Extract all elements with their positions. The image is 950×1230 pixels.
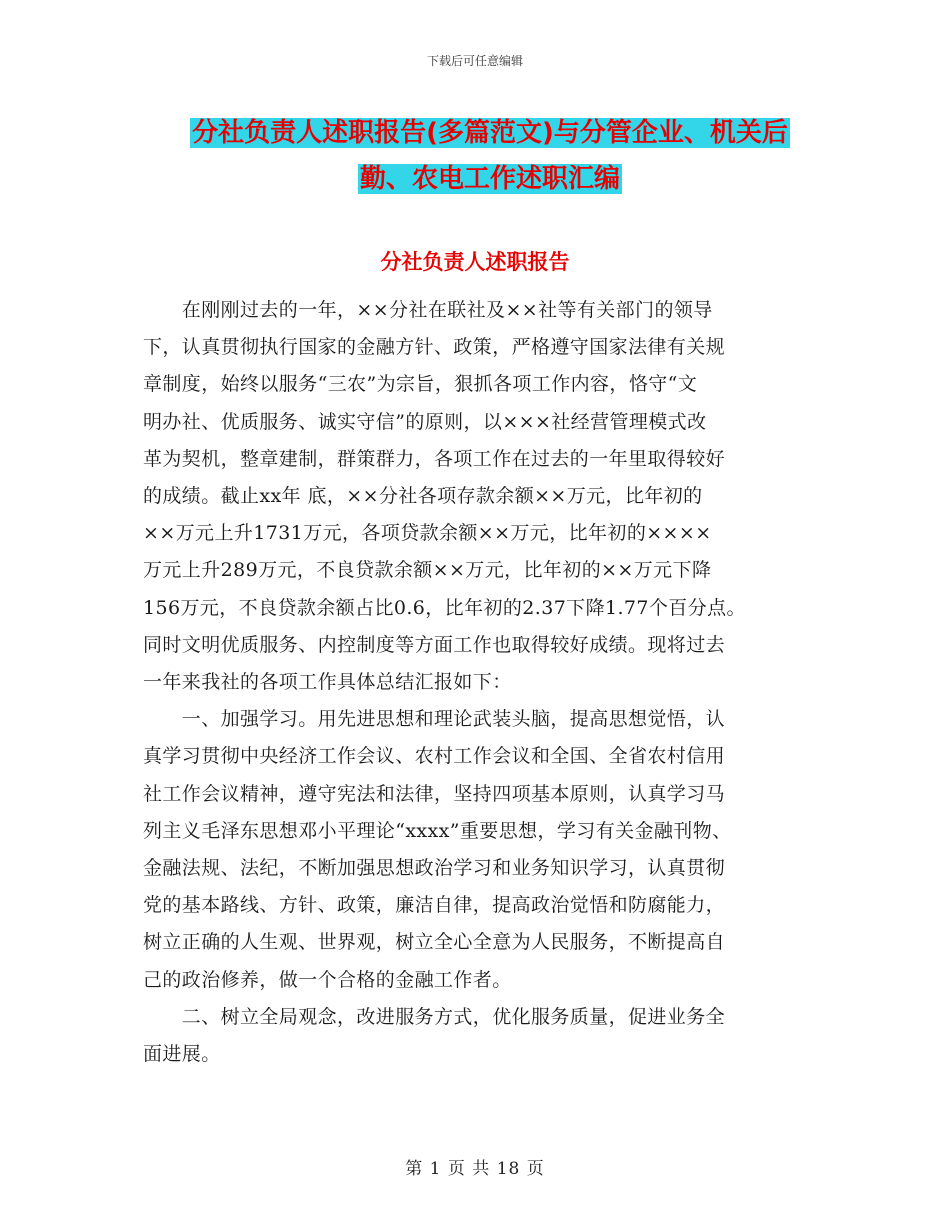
text-line: 一年来我社的各项工作具体总结汇报如下： — [143, 671, 512, 694]
text-line: 党的基本路线、方针、政策，廉洁自律，提高政治觉悟和防腐能力， — [143, 894, 726, 917]
page-number: 第 1 页 共 18 页 — [405, 1159, 545, 1179]
title-line-2: 勤、农电工作述职汇编 — [359, 164, 620, 194]
text-line: 明办社、优质服务、诚实守信”的原则，以×××社经营管理模式改 — [143, 410, 707, 433]
text-line: 一、加强学习。用先进思想和理论武装头脑，提高思想觉悟，认 — [143, 708, 726, 731]
text-line: 真学习贯彻中央经济工作会议、农村工作会议和全国、全省农村信用 — [143, 745, 726, 768]
section-heading: 分社负责人述职报告 — [380, 250, 570, 274]
text-line: ××万元上升1731万元，各项贷款余额××万元，比年初的×××× — [143, 522, 712, 545]
title-line-1: 分社负责人述职报告(多篇范文)与分管企业、机关后 — [192, 118, 788, 148]
document-title — [140, 110, 840, 202]
text-line: 革为契机，整章建制，群策群力，各项工作在过去的一年里取得较好 — [143, 447, 726, 470]
text-line: 金融法规、法纪，不断加强思想政治学习和业务知识学习，认真贯彻 — [143, 857, 726, 880]
text-line: 社工作会议精神，遵守宪法和法律，坚持四项基本原则，认真学习马 — [143, 782, 726, 805]
paragraph — [143, 292, 803, 701]
text-line: 的成绩。截止xx年 底，××分社各项存款余额××万元，比年初的 — [143, 485, 703, 508]
text-line: 己的政治修养，做一个合格的金融工作者。 — [143, 968, 512, 991]
text-line: 万元上升289万元，不良贷款余额××万元，比年初的××万元下降 — [143, 559, 712, 582]
text-line: 面进展。 — [143, 1043, 221, 1066]
text-line: 下，认真贯彻执行国家的金融方针、政策，严格遵守国家法律有关规 — [143, 336, 726, 359]
text-line: 章制度，始终以服务“三农”为宗旨，狠抓各项工作内容，恪守“文 — [143, 373, 698, 396]
paragraph — [143, 999, 803, 1073]
text-line: 列主义毛泽东思想邓小平理论“xxxx”重要思想，学习有关金融刊物、 — [143, 819, 732, 842]
text-line: 156万元，不良贷款余额占比0.6，比年初的2.37下降1.77个百分点。 — [143, 596, 746, 619]
page-header-note: 下载后可任意编辑 — [426, 54, 523, 68]
paragraph — [143, 701, 803, 999]
text-line: 树立正确的人生观、世界观，树立全心全意为人民服务，不断提高自 — [143, 931, 726, 954]
text-line: 二、树立全局观念，改进服务方式，优化服务质量，促进业务全 — [143, 1005, 726, 1028]
text-line: 在刚刚过去的一年，××分社在联社及××社等有关部门的领导 — [143, 299, 713, 321]
body-text — [143, 292, 803, 1073]
text-line: 同时文明优质服务、内控制度等方面工作也取得较好成绩。现将过去 — [143, 633, 726, 656]
